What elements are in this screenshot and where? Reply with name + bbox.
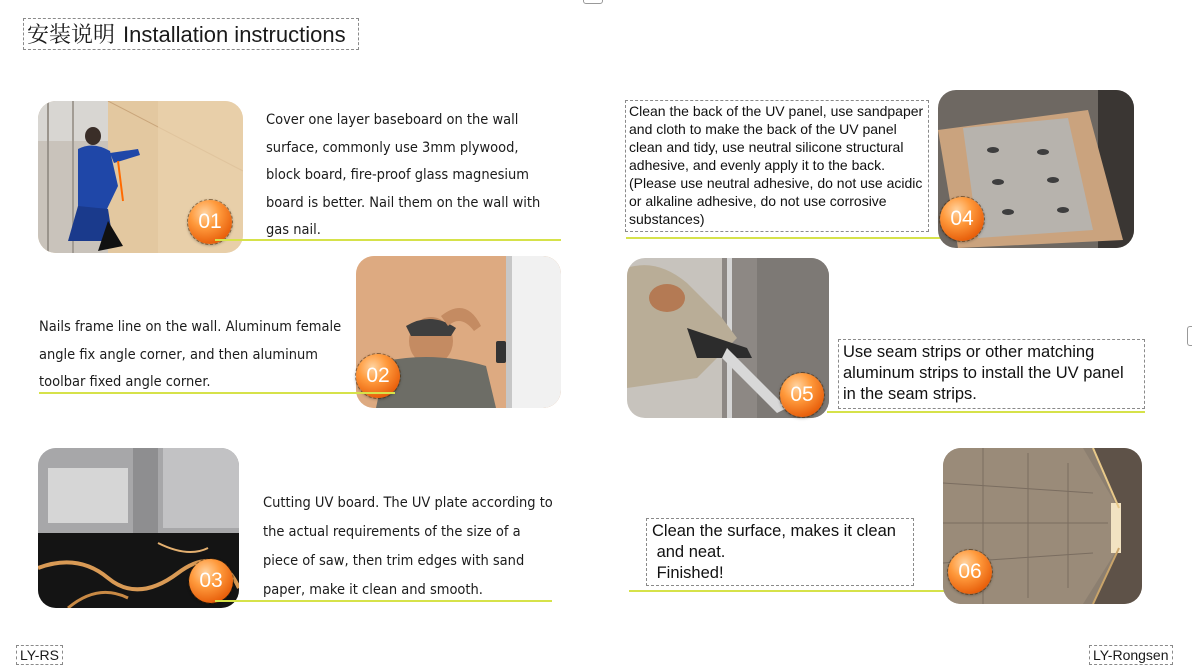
footer-left-label: LY-RS xyxy=(16,645,63,665)
page-title xyxy=(23,18,359,50)
step-01-text: Cover one layer baseboard on the wall surface, commonly use 3mm plywood, block board, fire-proof glass magnesium board is better. Nail them on the wall with gas nail. xyxy=(266,112,541,238)
step-01-badge: 01 xyxy=(188,200,232,244)
step-02-text: Nails frame line on the wall. Aluminum female angle fix angle corner, and then aluminum toolbar fixed angle corner. xyxy=(39,319,342,390)
step-04-textbox xyxy=(625,100,929,232)
step-04-underline xyxy=(626,237,956,239)
title-chinese: 安装说明 xyxy=(27,22,116,47)
step-05-textbox xyxy=(838,339,1145,409)
step-06-line-2: and neat. xyxy=(652,543,726,561)
step-05-underline xyxy=(827,411,1145,413)
step-04-badge: 04 xyxy=(940,197,984,241)
step-06-underline xyxy=(629,590,973,592)
right-edge-tab xyxy=(1187,326,1192,346)
step-05-badge: 05 xyxy=(780,373,824,417)
footer-right-label: LY-Rongsen xyxy=(1089,645,1173,665)
step-05-text: Use seam strips or other matching aluminum strips to install the UV panel in the seam strips. xyxy=(843,343,1124,403)
step-06-line-3: Finished! xyxy=(652,564,724,582)
step-06-textbox xyxy=(646,518,914,586)
step-06-badge: 06 xyxy=(948,550,992,594)
step-03-text: Cutting UV board. The UV plate according to the actual requirements of the size of a piece of saw, then trim edges with sand paper, make it clean and smooth. xyxy=(263,495,553,598)
title-english: Installation instructions xyxy=(123,22,346,47)
step-06-line-1: Clean the surface, makes it clean xyxy=(652,522,896,540)
step-02-badge: 02 xyxy=(356,354,400,398)
step-03-badge: 03 xyxy=(189,559,233,603)
top-edge-tab xyxy=(583,0,603,4)
step-04-text: Clean the back of the UV panel, use sandpaper and cloth to make the back of the UV panel clean and tidy, use neutral silicone structural adhesive, and evenly apply it to the back. (Please use neutral adhesive, do not use acidic or alkaline adhesive, do not use corrosive substances) xyxy=(629,103,924,227)
